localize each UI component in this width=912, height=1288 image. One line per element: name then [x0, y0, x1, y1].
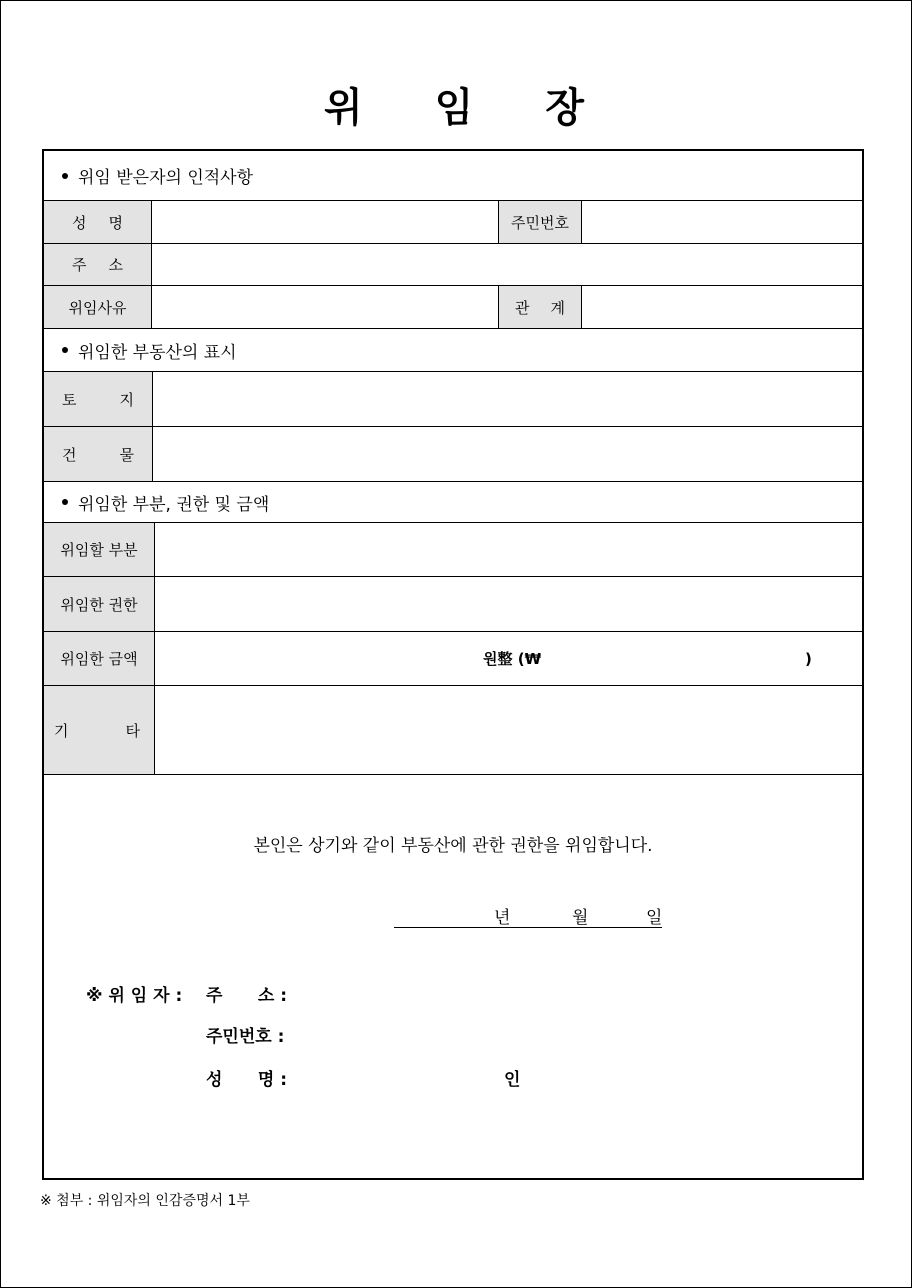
date-month: 월 — [572, 908, 589, 928]
reason-field[interactable] — [152, 286, 498, 328]
section-title: 위임한 부분, 권한 및 금액 — [78, 494, 270, 515]
date-day: 일 — [646, 908, 663, 928]
part-label: 위임할 부분 — [44, 523, 155, 576]
date-year: 년 — [494, 908, 511, 928]
date-line[interactable] — [394, 903, 662, 928]
building-label: 건 물 — [44, 427, 153, 481]
delegator-name-label: 성 명 : — [206, 1070, 288, 1090]
amount-label: 위임한 금액 — [44, 632, 155, 685]
relation-field[interactable] — [582, 286, 862, 328]
amount-field[interactable] — [155, 632, 862, 685]
rrn-label: 주민번호 — [498, 201, 582, 243]
name-label: 성 명 — [44, 201, 152, 243]
authority-label: 위임한 권한 — [44, 577, 155, 631]
row-land — [44, 372, 862, 427]
row-address — [44, 244, 862, 286]
delegator-label: ※ 위 임 자 : — [86, 986, 183, 1006]
bullet-icon — [62, 347, 68, 353]
other-label: 기 타 — [44, 686, 155, 774]
address-field[interactable] — [152, 244, 862, 285]
title-char: 위 — [324, 85, 367, 131]
address-label: 주 소 — [44, 244, 152, 285]
bullet-icon — [62, 173, 68, 179]
title-char: 임 — [434, 85, 478, 131]
name-field[interactable] — [152, 201, 498, 243]
title-char: 장 — [545, 85, 588, 131]
row-amount — [44, 632, 862, 686]
rrn-field[interactable] — [582, 201, 862, 243]
amount-currency-text: 원整 (₩ — [483, 650, 542, 668]
row-building — [44, 427, 862, 482]
row-part — [44, 523, 862, 577]
reason-label: 위임사유 — [44, 286, 152, 328]
authority-field[interactable] — [155, 577, 862, 631]
row-reason — [44, 286, 862, 329]
delegator-rrn-label: 주민번호 : — [206, 1027, 285, 1047]
row-other — [44, 686, 862, 775]
row-name — [44, 201, 862, 244]
amount-close-paren: ) — [805, 649, 812, 668]
form-frame — [42, 149, 864, 1180]
attachment-note: ※ 첨부 : 위임자의 인감증명서 1부 — [40, 1193, 250, 1209]
section-heading-personal — [44, 151, 862, 201]
section-title: 위임 받은자의 인적사항 — [78, 168, 254, 188]
bullet-icon — [62, 499, 68, 505]
document-title — [0, 76, 912, 133]
building-field[interactable] — [153, 427, 862, 481]
other-field[interactable] — [155, 686, 862, 774]
land-field[interactable] — [153, 372, 862, 426]
relation-label: 관 계 — [498, 286, 582, 328]
seal-mark[interactable]: 인 — [504, 1070, 521, 1090]
delegation-statement: 본인은 상기와 같이 부동산에 관한 권한을 위임합니다. — [253, 836, 653, 856]
delegator-address-label: 주 소 : — [206, 986, 288, 1006]
part-field[interactable] — [155, 523, 862, 576]
section-heading-authority — [44, 482, 862, 523]
section-heading-property — [44, 329, 862, 372]
section-title: 위임한 부동산의 표시 — [78, 342, 237, 363]
row-authority — [44, 577, 862, 632]
land-label: 토 지 — [44, 372, 153, 426]
